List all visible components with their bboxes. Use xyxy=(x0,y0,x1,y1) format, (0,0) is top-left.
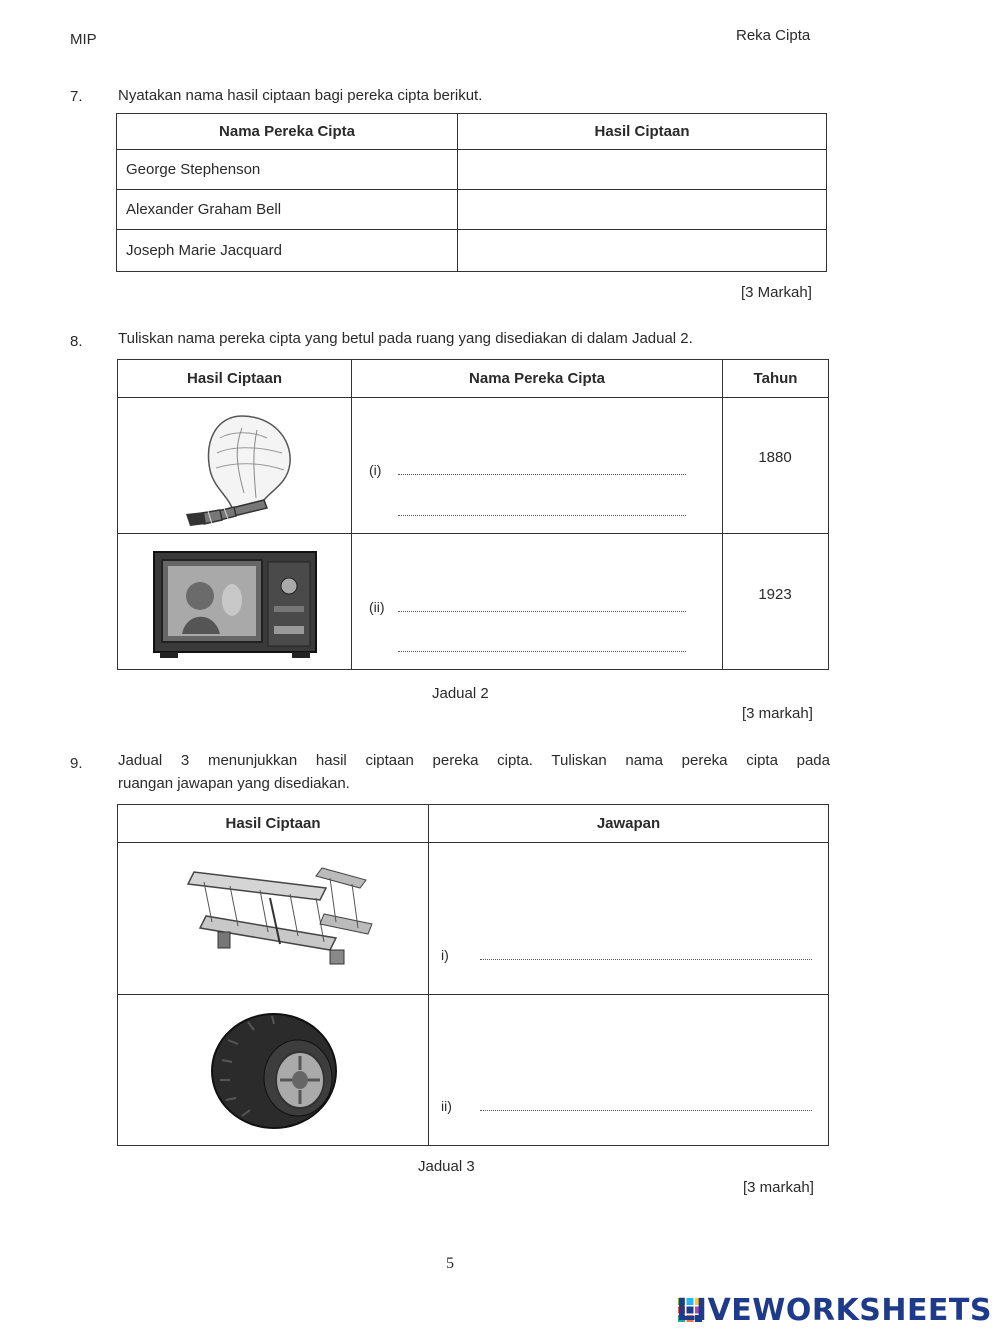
q7-col1-header: Nama Pereka Cipta xyxy=(117,114,458,150)
q8-col3-header: Tahun xyxy=(723,360,829,398)
q8-answer-cell-1[interactable] xyxy=(352,398,723,534)
q9-answer-line-1[interactable] xyxy=(480,959,812,960)
q9-caption: Jadual 3 xyxy=(418,1158,475,1175)
q8-marks: [3 markah] xyxy=(742,705,813,722)
q9-label-1: i) xyxy=(441,947,449,963)
light-bulb-icon xyxy=(172,408,297,528)
q8-answer-line-1b[interactable] xyxy=(398,515,686,516)
q7-table xyxy=(116,113,827,272)
q7-inventor-2: Alexander Graham Bell xyxy=(117,190,458,230)
q9-col2-header: Jawapan xyxy=(429,805,829,843)
q9-answer-cell-1[interactable] xyxy=(429,843,829,995)
q8-caption: Jadual 2 xyxy=(432,685,489,702)
q9-answer-cell-2[interactable] xyxy=(429,995,829,1146)
q7-number: 7. xyxy=(70,88,83,105)
q7-answer-cell-1[interactable] xyxy=(458,150,827,190)
q8-answer-line-1a[interactable] xyxy=(398,474,686,475)
q8-year-1: 1880 xyxy=(758,449,792,466)
header-right: Reka Cipta xyxy=(736,27,811,44)
liveworksheets-brand[interactable]: LIVEWORKSHEETS xyxy=(676,1293,992,1328)
q8-answer-cell-2[interactable] xyxy=(352,534,723,670)
q9-text-line2: ruangan jawapan yang disediakan. xyxy=(118,775,350,792)
page-number: 5 xyxy=(446,1255,454,1272)
q7-inventor-3: Joseph Marie Jacquard xyxy=(117,230,458,272)
q8-label-1: (i) xyxy=(369,462,382,478)
q7-inventor-1: George Stephenson xyxy=(117,150,458,190)
q8-text: Tuliskan nama pereka cipta yang betul pada ruang yang disediakan di dalam Jadual 2. xyxy=(118,330,693,347)
q9-text-line1: Jadual 3 menunjukkan hasil ciptaan pereka cipta. Tuliskan nama pereka cipta pada xyxy=(118,752,830,769)
q8-number: 8. xyxy=(70,333,83,350)
q9-label-2: ii) xyxy=(441,1098,452,1114)
header-left: MIP xyxy=(70,31,97,48)
q9-answer-line-2[interactable] xyxy=(480,1110,812,1111)
tire-icon xyxy=(208,1010,342,1132)
q8-label-2: (ii) xyxy=(369,599,385,615)
q7-marks: [3 Markah] xyxy=(741,284,812,301)
q9-marks: [3 markah] xyxy=(743,1179,814,1196)
q8-answer-line-2b[interactable] xyxy=(398,651,686,652)
q8-col2-header: Nama Pereka Cipta xyxy=(352,360,723,398)
q8-col1-header: Hasil Ciptaan xyxy=(118,360,352,398)
q9-number: 9. xyxy=(70,755,83,772)
q8-year-2: 1923 xyxy=(758,586,792,603)
q7-answer-cell-3[interactable] xyxy=(458,230,827,272)
television-icon xyxy=(150,546,320,660)
q8-answer-line-2a[interactable] xyxy=(398,611,686,612)
q7-answer-cell-2[interactable] xyxy=(458,190,827,230)
q7-text: Nyatakan nama hasil ciptaan bagi pereka cipta berikut. xyxy=(118,87,483,104)
q7-col2-header: Hasil Ciptaan xyxy=(458,114,827,150)
q9-col1-header: Hasil Ciptaan xyxy=(118,805,429,843)
airplane-icon xyxy=(180,858,378,970)
